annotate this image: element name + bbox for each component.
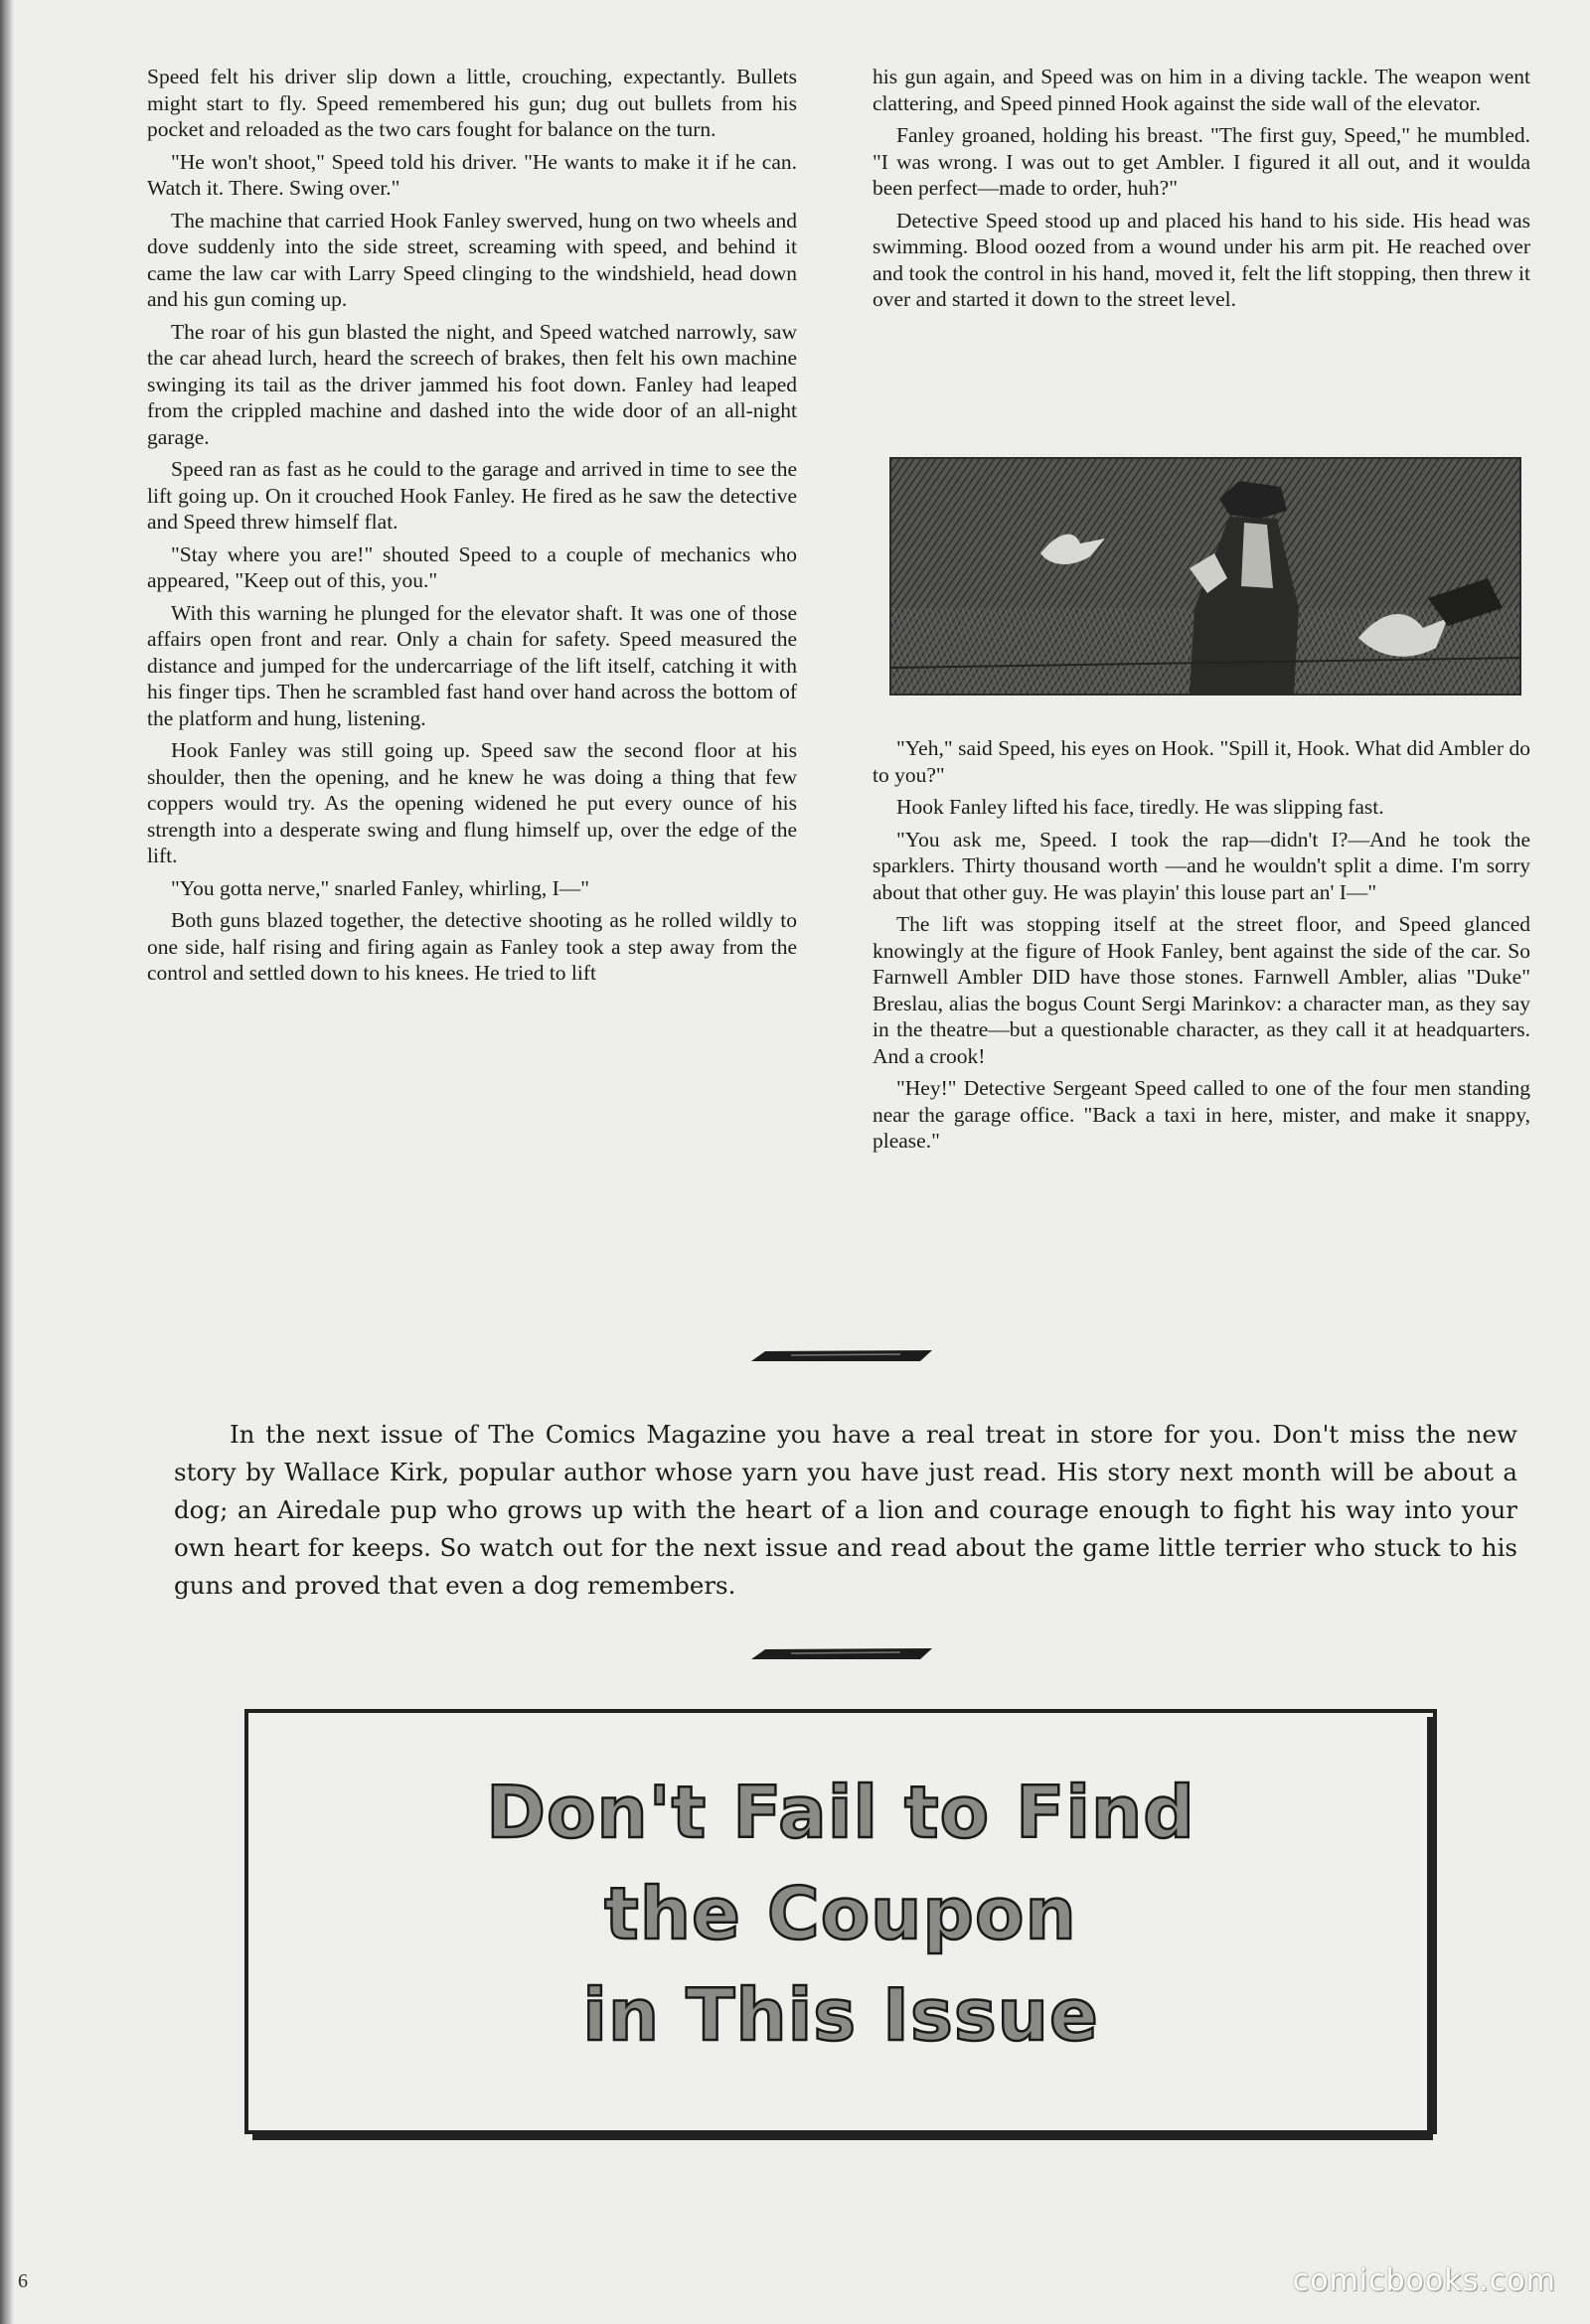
story-paragraph: Hook Fanley was still going up. Speed saw the second floor at his shoulder, then the opening, and he knew he was doing a thing that few coppers would try. As the opening widened he put every ounce of his strength into a desperate swing and flung himself up, over the edge of the lift. bbox=[147, 738, 797, 867]
story-paragraph: Detective Speed stood up and placed his hand to his side. His head was swimming. Blood oozed from a wound under his arm pit. He reached over and took the control in his hand, moved it, felt the lift stopping, then threw it over and started it down to the street level. bbox=[873, 208, 1530, 311]
story-paragraph: Speed ran as fast as he could to the garage and arrived in time to see the lift going up. On it crouched Hook Fanley. He fired as he saw the detective and Speed threw himself flat. bbox=[147, 457, 797, 534]
story-illustration bbox=[889, 457, 1521, 696]
coupon-headline-line: in This Issue bbox=[582, 1973, 1099, 2057]
story-paragraph: "Stay where you are!" shouted Speed to a couple of mechanics who appeared, "Keep out of this, you." bbox=[147, 542, 797, 592]
story-paragraph: "You ask me, Speed. I took the rap—didn't I?—And he took the sparklers. Thirty thousand worth —and he wouldn't split a dime. I'm sorry about that other guy. He was playin' this louse part an' I—" bbox=[873, 827, 1530, 904]
source-watermark: comicbooks.com bbox=[1292, 2263, 1556, 2298]
story-paragraph: Speed felt his driver slip down a little, crouching, expectantly. Bullets might start to fly. Speed remembered his gun; dug out bullets from his pocket and reloaded as the two cars fought for balance on the turn. bbox=[147, 65, 797, 141]
coupon-headline-line: the Coupon bbox=[604, 1872, 1077, 1955]
story-column-right-bottom bbox=[873, 735, 1530, 1161]
story-paragraph: Both guns blazed together, the detective shooting as he rolled wildly to one side, half rising and firing again as Fanley took a step away from the control and settled down to his knees. He tried to lift bbox=[147, 908, 797, 985]
story-column-left bbox=[147, 64, 797, 993]
story-paragraph: "You gotta nerve," snarled Fanley, whirling, I—" bbox=[171, 875, 590, 900]
coupon-headline-line: Don't Fail to Find bbox=[486, 1771, 1195, 1854]
page-number: 6 bbox=[18, 2270, 28, 2292]
story-paragraph: The lift was stopping itself at the street floor, and Speed glanced knowingly at the figure of Hook Fanley, bent against the side of the car. So Farnwell Ambler DID have those stones. Farnwell Ambler, alias "Duke" Breslau, alias the bogus Count Sergi Marinkov: a character man, as they say in the theatre—but a questionable character, as they call it at headquarters. And a crook! bbox=[873, 912, 1530, 1068]
story-paragraph: The machine that carried Hook Fanley swerved, hung on two wheels and dove suddenly into the side street, screaming with speed, and behind it came the law car with Larry Speed clinging to the windshield, head down and his gun coming up. bbox=[147, 208, 797, 311]
story-paragraph: Fanley groaned, holding his breast. "The first guy, Speed," he mumbled. "I was wrong. I was out to get Ambler. I figured it all out, and it woulda been perfect—made to order, huh?" bbox=[873, 123, 1530, 200]
story-paragraph: The roar of his gun blasted the night, and Speed watched narrowly, saw the car ahead lurch, heard the screech of brakes, then felt his own machine swinging its tail as the driver jammed his foot down. Fanley had leaped from the crippled machine and dashed into the wide door of an all-night garage. bbox=[147, 319, 797, 449]
story-paragraph: "He won't shoot," Speed told his driver. "He wants to make it if he can. Watch it. There. Swing over." bbox=[147, 149, 797, 200]
page-binding-edge bbox=[0, 0, 14, 2324]
illustration-drawing bbox=[891, 459, 1519, 694]
story-paragraph: "Yeh," said Speed, his eyes on Hook. "Spill it, Hook. What did Ambler do to you?" bbox=[873, 736, 1530, 787]
section-divider bbox=[751, 1647, 932, 1661]
notice-text: In the next issue of The Comics Magazine you have a real treat in store for you. Don't miss the new story by Wallace Kirk, popular author whose yarn you have just read. His story next month will be about a dog; an Airedale pup who grows up with the heart of a lion and courage enough to fight his way into your own heart for keeps. So watch out for the next issue and read about the game little terrier who stuck to his guns and proved that even a dog remembers. bbox=[174, 1420, 1517, 1600]
section-divider bbox=[751, 1349, 932, 1363]
story-paragraph: his gun again, and Speed was on him in a diving tackle. The weapon went clattering, and Speed pinned Hook against the side wall of the elevator. bbox=[873, 65, 1530, 115]
story-paragraph: "Hey!" Detective Sergeant Speed called to one of the four men standing near the garage office. "Back a taxi in here, mister, and make it snappy, please." bbox=[873, 1076, 1530, 1153]
story-paragraph: With this warning he plunged for the elevator shaft. It was one of those affairs open front and rear. Only a chain for safety. Speed measured the distance and jumped for the undercarriage of the lift itself, catching it with his finger tips. Then he scrambled fast hand over hand across the bottom of the platform and hung, listening. bbox=[147, 600, 797, 730]
story-column-right-top bbox=[873, 64, 1530, 319]
next-issue-notice bbox=[174, 1416, 1517, 1605]
story-paragraph: Hook Fanley lifted his face, tiredly. He was slipping fast. bbox=[896, 795, 1384, 819]
coupon-advertisement bbox=[244, 1709, 1437, 2134]
